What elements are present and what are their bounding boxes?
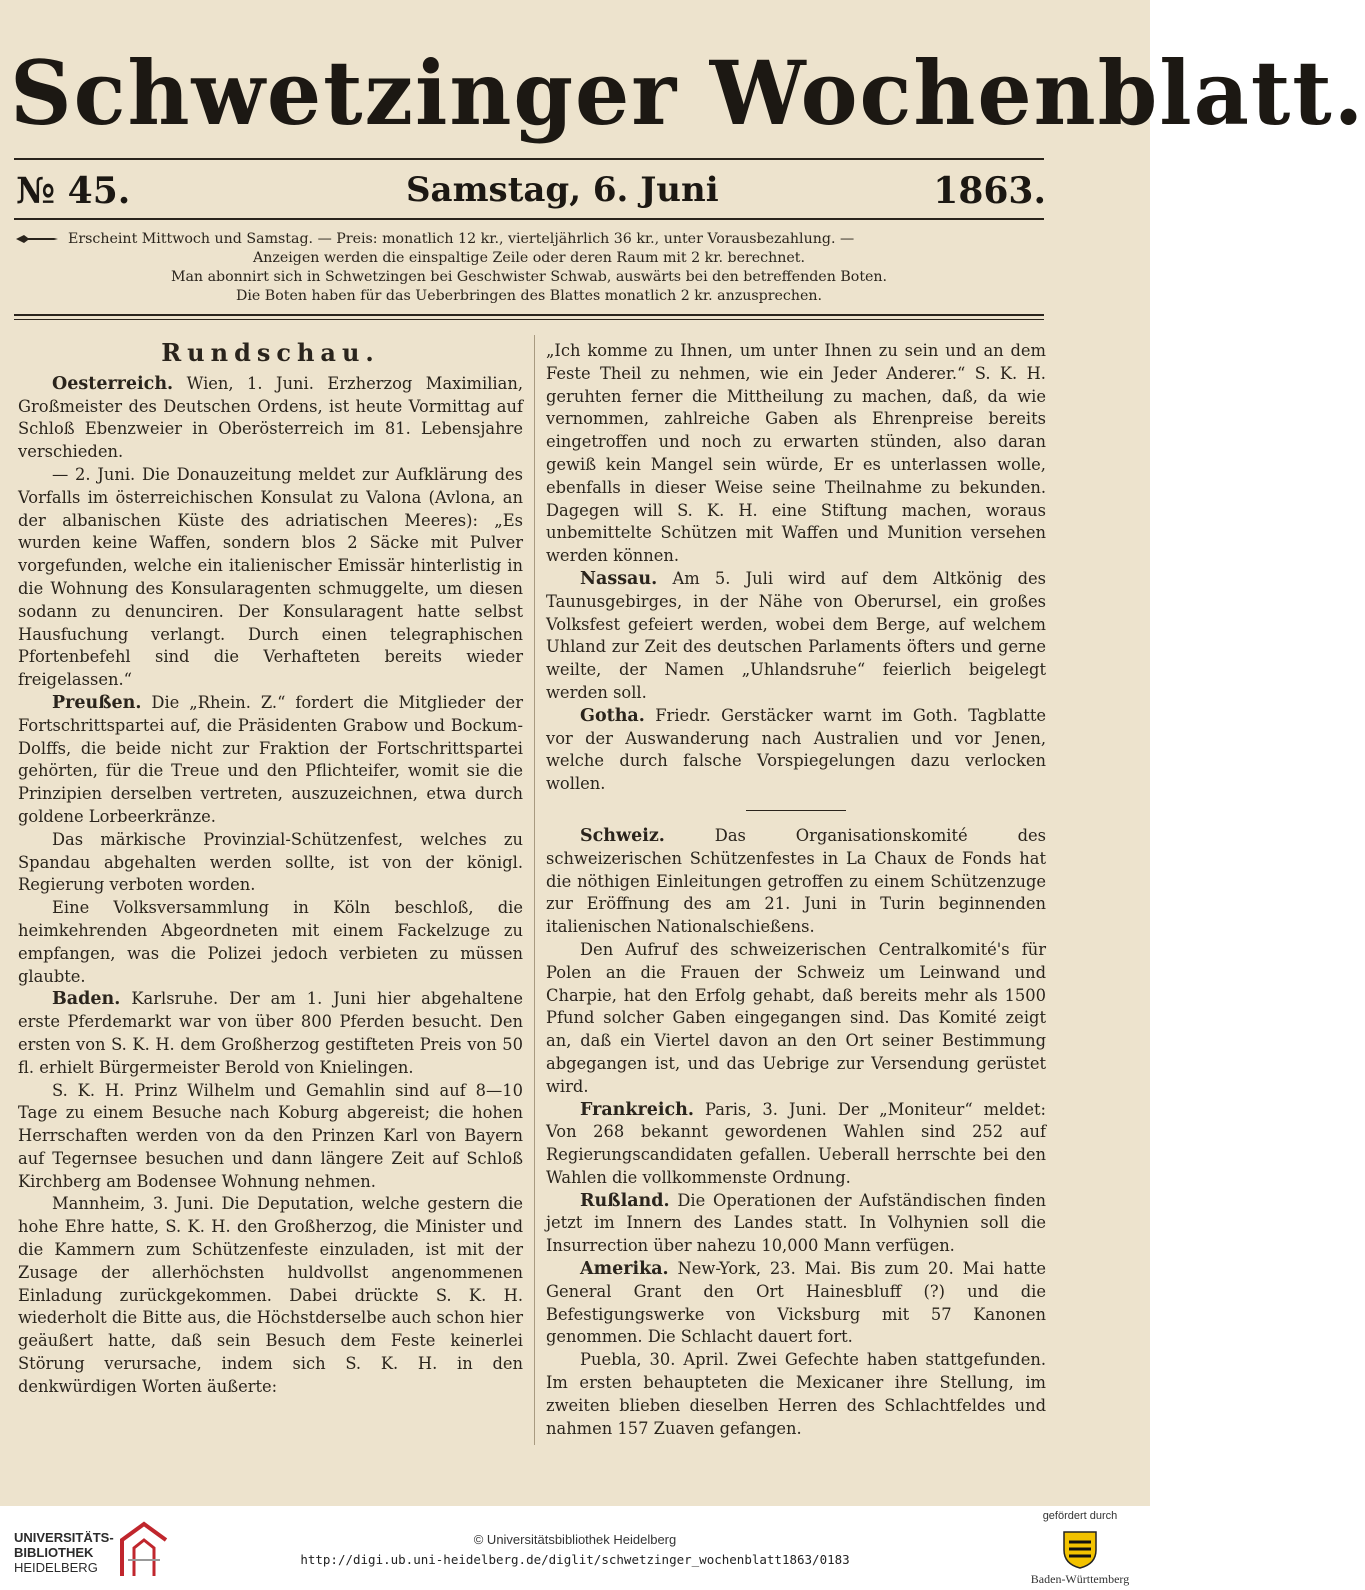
article-schweiz-2: Den Aufruf des schweizerischen Centralkomité's für Polen an die Frauen der Schweiz um Leinwand und Charpie, hat den Erfolg gehabt, daß bereits mehr als 1500 Pfund solcher Gaben eingegangen sind. Das Komité zeigt an, daß ein Viertel davon an den Ort seiner Bestimmung abgegangen ist, und das Uebrige zur Versendung gerüstet wird. — [546, 939, 1046, 1096]
text-preussen: Die „Rhein. Z.“ fordert die Mitglieder der Fortschrittspartei auf, die Präsidenten Grabow und Bockum-Dolffs, die beide nicht zur Fraktion der Fortschrittspartei gehörten, für die Treue und den Pflichteifer, womit sie die Prinzipien derselben vertreten, auszuzeichnen, etwa durch goldene Lorbeerkränze. — [18, 692, 523, 826]
pointing-hand-icon — [14, 233, 60, 245]
notice-line — [14, 230, 1044, 249]
state-coat-of-arms-icon — [1062, 1528, 1098, 1570]
issue-rule-top — [14, 218, 1044, 220]
article-preussen-2: Das märkische Provinzial-Schützenfest, welches zu Spandau abgehalten werden sollte, ist von der königl. Regierung verboten worden. — [18, 829, 523, 895]
issue-date: Samstag, 6. Juni — [406, 170, 719, 210]
issue-year: 1863. — [933, 170, 1046, 212]
text-nassau: Am 5. Juli wird auf dem Altkönig des Taunusgebirges, in der Nähe von Oberursel, ein großes Volksfest gefeiert werden, wobei dem Berge, auf welchem Uhland zur Zeit des deutschen Parlaments öfters und gerne weilte, der Namen „Uhlandsruhe“ feierlich beigelegt werden soll. — [546, 568, 1046, 702]
article-baden-3: Mannheim, 3. Juni. Die Deputation, welche gestern die hohe Ehre hatte, S. K. H. den Großherzog, die Minister und die Kammern zum Schützenfeste einzuladen, ist mit der Zusage der allerhöchsten huldvollst angenommenen Einladung zurückgekommen. Dabei drückte S. K. H. wiederholt die Bitte aus, die Höchstderselbe auch schon hier geäußert hatte, daß sein Besuch dem Feste keinerlei Störung verursache, indem sich S. K. H. in den denkwürdigen Worten äußerte: — [18, 1194, 523, 1396]
text-frankreich: Paris, 3. Juni. Der „Moniteur“ meldet: Von 268 bekannt gewordenen Wahlen sind 252 auf Regierungscandidaten gefallen. Ueberall herrschte bei den Wahlen die vollkommenste Ordnung. — [546, 1099, 1047, 1187]
text-russland: Die Operationen der Aufständischen finden jetzt im Innern des Landes statt. In Volhynien soll die Insurrection über nahezu 10,000 Mann verfügen. — [546, 1190, 1046, 1256]
text-gotha: Friedr. Gerstäcker warnt im Goth. Tagblatte vor der Auswanderung nach Australien und vor Jenen, welche durch falsche Vorspiegelungen dazu verlocken wollen. — [546, 705, 1046, 794]
library-mark-icon — [114, 1520, 170, 1578]
keyword-nassau: Nassau. — [580, 568, 658, 589]
masthead-rule — [14, 158, 1044, 160]
masthead-title: Schwetzinger Wochenblatt. — [10, 41, 1365, 145]
text-amerika: New-York, 23. Mai. Bis zum 20. Mai hatte General Grant den Ort Hainesbluff (?) und die Befestigungswerke von Vicksburg mit 57 Kanonen genommen. Die Schlacht dauert fort. — [546, 1259, 1046, 1347]
issue-number: № 45. — [16, 170, 131, 212]
section-separator — [746, 810, 846, 811]
text-baden: Karlsruhe. Der am 1. Juni hier abgehaltene erste Pferdemarkt war von über 800 Pferden besucht. Den ersten von S. K. H. dem Großherzog gestifteten Preis von 50 fl. erhielt Bürgermeister Berold von Knielingen. — [18, 989, 523, 1077]
sponsor-name: Baden-Württemberg — [1030, 1572, 1130, 1586]
keyword-russland: Rußland. — [580, 1190, 670, 1211]
keyword-gotha: Gotha. — [580, 705, 645, 726]
article-preussen-3: Eine Volksversammlung in Köln beschloß, die heimkehrenden Abgeordneten mit einem Fackelzuge zu empfangen, was die Polizei jedoch verbieten zu müssen glaubte. — [18, 898, 523, 986]
article-frankreich — [546, 1099, 1046, 1190]
article-baden — [18, 988, 523, 1079]
sponsor-block — [1020, 1510, 1140, 1586]
keyword-preussen: Preußen. — [52, 692, 142, 713]
notice-text-4: Die Boten haben für das Ueberbringen des Blattes monatlich 2 kr. anzusprechen. — [235, 288, 823, 304]
notice-text-2: Anzeigen werden die einspaltige Zeile oder deren Raum mit 2 kr. berechnet. — [252, 250, 806, 266]
library-line-3: HEIDELBERG — [14, 1560, 98, 1575]
article-gotha — [546, 705, 1046, 796]
text-oesterreich: Wien, 1. Juni. Erzherzog Maximilian, Großmeister des Deutschen Ordens, ist heute Vormittag auf Schloß Ebenzweier in Oberösterreich im 81. Lebensjahre verschieden. — [18, 373, 523, 462]
text-schweiz: Das Organisationskomité des schweizerischen Schützenfestes in La Chaux de Fonds hat die nöthigen Einleitungen getroffen zu einem Schützenzuge zur Eröffnung des am 21. Juni in Turin beginnenden italienischen Nationalschießens. — [546, 825, 1046, 937]
column-right — [546, 340, 1046, 1440]
keyword-baden: Baden. — [52, 989, 121, 1010]
source-url[interactable]: http://digi.ub.uni-heidelberg.de/diglit/schwetzinger_wochenblatt1863/0183 — [300, 1552, 850, 1567]
article-schweiz — [546, 825, 1046, 939]
article-baden-2: S. K. H. Prinz Wilhelm und Gemahlin sind auf 8—10 Tage zu einem Besuche nach Koburg abgereist; die hohen Herrschaften werden von da den Prinzen Karl von Bayern auf Tegernsee besuchen und dann längere Zeit auf Schloß Kirchberg am Bodensee Wohnung nehmen. — [18, 1080, 523, 1191]
library-line-2: BIBLIOTHEK — [14, 1545, 94, 1560]
article-oesterreich — [18, 373, 523, 464]
article-baden-continued: „Ich komme zu Ihnen, um unter Ihnen zu sein und an dem Feste Theil zu nehmen, wie ein Jeder Anderer.“ S. K. H. geruhten ferner die Mittheilung zu machen, daß, da wie vernommen, zahlreiche Gaben als Ehrenpreise bereits eingetroffen und noch zu erwarten stünden, also daran gewiß kein Mangel sein würde, Er es unterlassen wolle, ebenfalls in dieser Weise seine Theilnahme zu bekunden. Dagegen will S. K. H. eine Stiftung machen, woraus unbemittelte Schützen mit Waffen und Munition versehen werden können. — [546, 341, 1046, 566]
keyword-amerika: Amerika. — [580, 1259, 669, 1280]
keyword-frankreich: Frankreich. — [580, 1099, 694, 1120]
section-title-rundschau: Rundschau. — [161, 338, 380, 367]
issue-row — [16, 170, 1046, 214]
keyword-oesterreich: Oesterreich. — [52, 373, 174, 394]
column-left — [18, 340, 523, 1399]
notice-rule-1 — [14, 314, 1044, 316]
article-russland — [546, 1190, 1046, 1258]
library-line-1: UNIVERSITÄTS- — [14, 1530, 114, 1545]
article-preussen — [18, 692, 523, 829]
article-oesterreich-2: — 2. Juni. Die Donauzeitung meldet zur Aufklärung des Vorfalls im österreichischen Konsulat zu Valona (Avlona, an der albanischen Küste des adriatischen Meeres): „Es wurden keine Waffen, sondern blos 2 Säcke mit Pulver vorgefunden, welche ein italienischer Emissär hinterlistig in die Wohnung des Konsularagenten schmuggelte, um diesen sodann zu denunciren. Der Konsularagent hatte selbst Hausfuchung verlangt. Durch einen telegraphischen Pfortenbefehl sind die Verhafteten bereits wieder freigelassen.“ — [18, 464, 523, 690]
notice-rule-2 — [14, 319, 1044, 320]
article-nassau — [546, 568, 1046, 705]
article-amerika — [546, 1258, 1046, 1349]
page-footer — [0, 1506, 1150, 1590]
keyword-schweiz: Schweiz. — [580, 825, 665, 846]
sponsor-label: gefördert durch — [1042, 1510, 1118, 1522]
column-divider — [534, 335, 535, 1445]
subscription-notice — [14, 230, 1044, 306]
copyright-text: © Universitätsbibliothek Heidelberg — [473, 1532, 677, 1547]
article-amerika-2: Puebla, 30. April. Zwei Gefechte haben stattgefunden. Im ersten behaupteten die Mexicaner ihre Stellung, im zweiten blieben dieselben Herren des Schlachtfeldes und nahmen 157 Zuaven gefangen. — [546, 1350, 1046, 1438]
notice-text-3: Man abonnirt sich in Schwetzingen bei Geschwister Schwab, auswärts bei den betreffenden Boten. — [170, 269, 888, 285]
notice-text-1: Erscheint Mittwoch und Samstag. — Preis: monatlich 12 kr., vierteljährlich 36 kr., unter Vorausbezahlung. — — [68, 231, 855, 247]
library-logo[interactable] — [14, 1520, 164, 1580]
